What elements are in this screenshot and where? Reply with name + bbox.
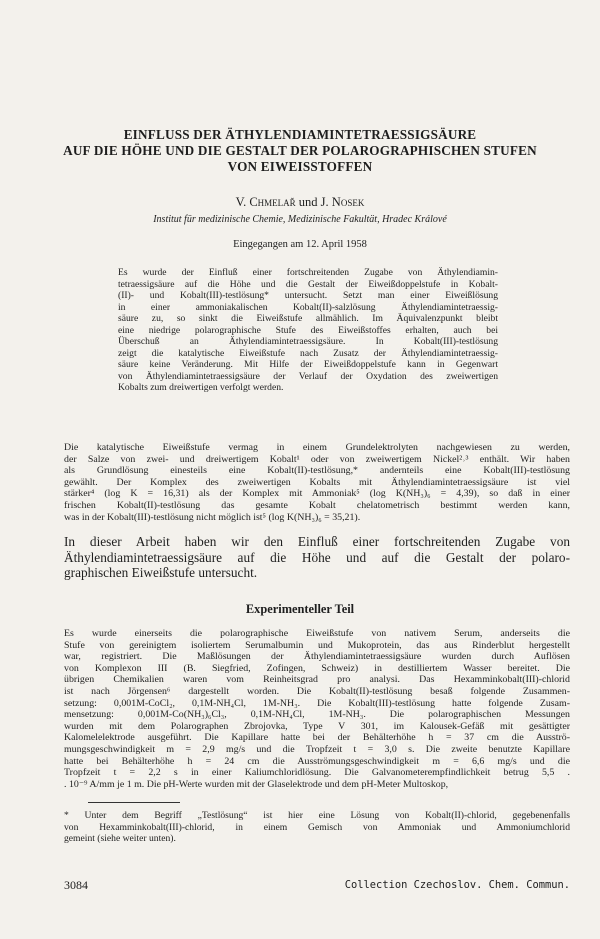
institute: Institut für medizinische Chemie, Medizinische Fakultät, Hradec Králové bbox=[153, 214, 447, 225]
text-line: ist nach Jörgensen⁶ dargestellt worden. Die Kobalt(II)-testlösung besaß folgende Zusammen- bbox=[64, 685, 570, 697]
text-line: graphischen Eiweißstufe untersucht. bbox=[64, 565, 258, 581]
text-line: stärker⁴ (log K = 16,31) als der Komplex mit Ammoniak⁵ (log K(NH₃)₆ = 4,39), so daß in einer bbox=[64, 488, 570, 500]
text-line: In dieser Arbeit haben wir den Einfluß einer fortschreitenden Zugabe von bbox=[64, 534, 570, 549]
abstract bbox=[118, 267, 498, 394]
experimental-paragraph bbox=[64, 628, 570, 790]
text-line: Überschuß an Äthylendiamintetraessigsäure. In Kobalt(III)-testlösung bbox=[118, 336, 498, 348]
text-line: war, registriert. Die Maßlösungen der Äthylendiamintetraessigsäure wurden durch Auflösen bbox=[64, 651, 570, 663]
text-line: frischen Kobalt(II)-testlösung das gesamte Kobalt chelatometrisch bestimmt werden kann, bbox=[64, 499, 570, 511]
received-date: Eingegangen am 12. April 1958 bbox=[233, 239, 367, 250]
author-name: Chmelař bbox=[249, 195, 296, 209]
author-initial: V. bbox=[235, 195, 250, 209]
author-connector: und J. bbox=[295, 195, 332, 209]
text-line: wurden mit dem Polarographen Zbrojovka, Type V 301, im Kalousek-Gefäß mit gesättigter bbox=[64, 720, 570, 732]
text-line: . 10⁻⁹ A/mm je 1 m. Die pH-Werte wurden mit der Glaselektrode und dem pH-Meter Multoskop, bbox=[64, 778, 449, 790]
text-line: Es wurde einerseits die polarographische Eiweißstufe von nativem Serum, anderseits die bbox=[64, 628, 570, 639]
text-line: als Grundlösung einesteils eine Kobalt(II)-testlösung,* andernteils eine Kobalt(III)-testlösung bbox=[64, 465, 570, 477]
text-line: Es wurde der Einfluß einer fortschreitenden Zugabe von Äthylendiamin- bbox=[118, 267, 498, 278]
text-line: was in der Kobalt(III)-testlösung nicht möglich ist⁵ (log K(NH₃)₆ = 35,21). bbox=[64, 511, 361, 523]
text-line: Kobalts zum dreiwertigen verfolgt werden. bbox=[118, 382, 284, 394]
text-line: eine niedrige polarographische Stufe des Eiweißstoffes erhalten, auch bei bbox=[118, 324, 498, 336]
author-name: Nosek bbox=[331, 195, 365, 209]
intro-paragraph bbox=[64, 442, 570, 523]
text-line: in einer ammoniakalischen Kobalt(II)-salzlösung Äthylendiamintetraessig- bbox=[118, 301, 498, 313]
text-line: hatte bei Behälterhöhe h = 24 cm die Ausströmungsgeschwindigkeit m = 6,6 mg/s und die bbox=[64, 755, 570, 767]
page-number: 3084 bbox=[64, 878, 88, 892]
text-line: von Hexamminkobalt(III)-chlorid, in einem Gemisch von Ammoniak und Ammoniumchlorid bbox=[64, 821, 570, 833]
aim-paragraph bbox=[64, 534, 570, 581]
text-line: Äthylendiamintetraessigsäure auf die Höhe und auf die Gestalt der polaro- bbox=[64, 549, 570, 565]
text-line: Kalomelelektrode ausgeführt. Die Kapillare hatte bei der Behälterhöhe h = 37 cm die Ausströ- bbox=[64, 732, 570, 744]
title-line: VON EIWEISSTOFFEN bbox=[227, 159, 373, 174]
title-line: EINFLUSS DER ÄTHYLENDIAMINTETRAESSIGSÄURE bbox=[123, 127, 477, 142]
journal-name: Collection Czechoslov. Chem. Commun. bbox=[344, 879, 570, 891]
text-line: der Salze von zwei- und dreiwertigem Kobalt¹ oder von zweiwertigem Nickel²˒³ enthält. Wir haben bbox=[64, 453, 570, 465]
text-line: zeigt die katalytische Eiweißstufe nach Zusatz der Äthylendiamintetraessig- bbox=[118, 347, 498, 359]
text-line: übrigen Chemikalien waren vom Reinheitsgrad pro analysi. Das Hexamminkobalt(III)-chlorid bbox=[64, 674, 570, 686]
footnote-rule bbox=[88, 802, 180, 803]
title-line: AUF DIE HÖHE UND DIE GESTALT DER POLAROGRAPHISCHEN STUFEN bbox=[63, 143, 537, 158]
text-line: von Äthylendiamintetraessigsäure der Verlauf der Oxydation des zweiwertigen bbox=[118, 370, 498, 382]
text-line: mensetzung: 0,001M-Co(NH₃)₆Cl₃, 0,1M-NH₄Cl, 1M-NH₃. Die polarographischen Messungen bbox=[64, 709, 570, 721]
text-line: Die katalytische Eiweißstufe vermag in einem Grundelektrolyten nachgewiesen zu werden, bbox=[64, 442, 570, 453]
text-line: gewählt. Der Komplex des zweiwertigen Kobalts mit Äthylendiamintetraessigsäure ist viel bbox=[64, 476, 570, 488]
text-line: mungsgeschwindigkeit m = 2,9 mg/s und die Tropfzeit t = 3,0 s. Die zweite benutzte Kapillare bbox=[64, 743, 570, 755]
text-line: Tropfzeit t = 2,2 s in einer Kaliumchloridlösung. Die Galvanometerempfindlichkeit betrug 5,5 . bbox=[64, 767, 570, 779]
text-line: (II)- und Kobalt(III)-testlösung* untersucht. Setzt man einer Eiweißlösung bbox=[118, 290, 498, 302]
text-line: Stufe von gereinigtem isoliertem Serumalbumin und Mukoprotein, das aus Rinderblut hergestellt bbox=[64, 639, 570, 651]
text-line: setzung: 0,001M-CoCl₂, 0,1M-NH₄Cl, 1M-NH₃. Die Kobalt(III)-testlösung hatte folgende Zusam- bbox=[64, 697, 570, 709]
text-line: von Komplexon III (B. Siegfried, Zofingen, Schweiz) in destilliertem Wasser bereitet. Die bbox=[64, 662, 570, 674]
footnote bbox=[64, 810, 570, 845]
text-line: tetraessigsäure auf die Höhe und die Gestalt der Eiweißdoppelstufe in Kobalt- bbox=[118, 278, 498, 290]
text-line: säure keine Veränderung. Mit Hilfe der Eiweißdoppelstufe kann in Gegenwart bbox=[118, 359, 498, 371]
text-line: säure zu, so sinkt die Eiweißstufe allmählich. Im Äquivalenzpunkt bleibt bbox=[118, 313, 498, 325]
paper-title bbox=[40, 127, 560, 175]
text-line: gemeint (siehe weiter unten). bbox=[64, 833, 176, 845]
section-heading: Experimenteller Teil bbox=[245, 602, 355, 616]
text-line: * Unter dem Begriff „Testlösung“ ist hier eine Lösung von Kobalt(II)-chlorid, gegebenenfalls bbox=[64, 810, 570, 821]
authors bbox=[40, 195, 560, 210]
